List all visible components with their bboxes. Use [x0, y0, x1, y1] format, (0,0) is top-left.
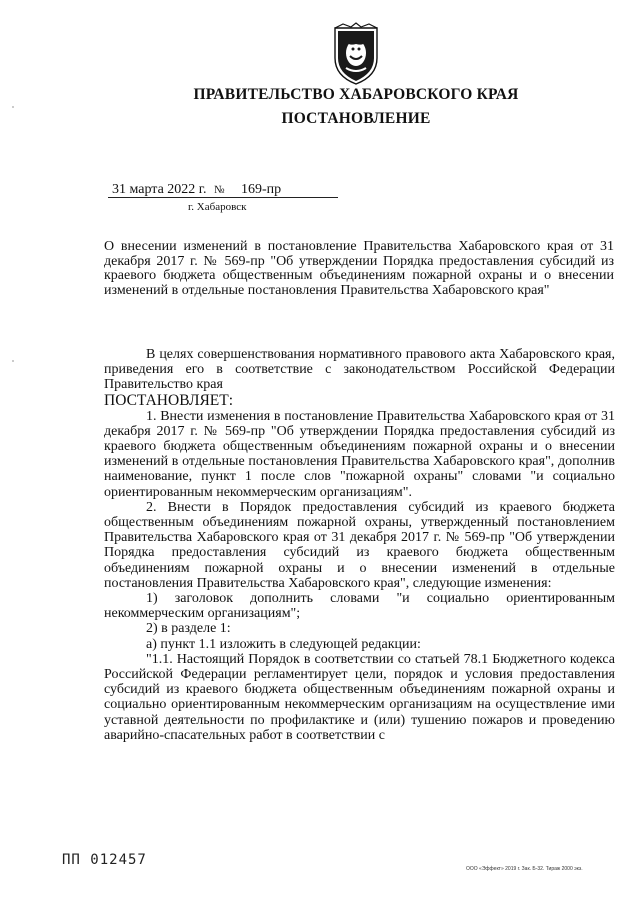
scan-speck	[12, 360, 14, 362]
paragraph-subitem-a: а) пункт 1.1 изложить в следующей редакции:	[146, 636, 421, 652]
document-subject: О внесении изменений в постановление Правительства Хабаровского края от 31 декабря 2017 г. № 569-пр "Об утверждении Порядка предоставления субсидий из краевого бюджета общественным объединениям пожарной охраны и о внесении изменений в отдельные постановления Правительства Хабаровского края"	[104, 239, 614, 298]
registration-number-label: №	[214, 184, 225, 196]
khabarovsk-coat-of-arms-icon	[331, 22, 381, 86]
registration-city: г. Хабаровск	[188, 201, 247, 213]
document-body	[104, 347, 615, 743]
printer-info: ООО «Эффект» 2019 г. Зак. Б-32. Тираж 2000 экз.	[466, 866, 583, 872]
paragraph-quoted-1-1: "1.1. Настоящий Порядок в соответствии со статьей 78.1 Бюджетного кодекса Российской Федерации регламентирует цели, порядок и условия предоставления субсидий из краевого бюджета общественным объединениям пожарной охраны и социально ориентированным некоммерческим организациям на осуществление ими уставной деятельности по профилактике и (или) тушению пожаров и проведению аварийно-спасательных работ в соответствии с	[104, 651, 615, 743]
organization-title: ПРАВИТЕЛЬСТВО ХАБАРОВСКОГО КРАЯ	[193, 86, 519, 103]
paragraph-subitem-1: 1) заголовок дополнить словами "и социально ориентированным некоммерческим организациям";	[104, 591, 615, 622]
registration-date: 31 марта 2022 г.	[112, 182, 207, 197]
preamble-paragraph: В целях совершенствования нормативного правового акта Хабаровского края, приведения его в соответствие с законодательством Российской Федерации Правительство края	[104, 347, 615, 393]
scan-speck	[12, 106, 14, 108]
registration-number: 169-пр	[241, 182, 282, 197]
registration-underline	[108, 197, 338, 198]
paragraph-subitem-2: 2) в разделе 1:	[146, 621, 231, 637]
resolves-heading: ПОСТАНОВЛЯЕТ:	[104, 391, 234, 409]
paragraph-item-2: 2. Внести в Порядок предоставления субсидий из краевого бюджета общественным объединениям пожарной охраны, утвержденный постановлением Правительства Хабаровского края от 31 декабря 2017 г. № 569-пр "Об утверждении Порядка предоставления субсидий из краевого бюджета общественным объединениям пожарной охраны и о внесении изменений в отдельные постановления Правительства Хабаровского края", следующие изменения:	[104, 499, 615, 591]
document-kind-title: ПОСТАНОВЛЕНИЕ	[281, 110, 431, 127]
paragraph-item-1: 1. Внести изменения в постановление Правительства Хабаровского края от 31 декабря 2017 г. № 569-пр "Об утверждении Порядка предоставления субсидий из краевого бюджета общественным объединениям пожарной охраны и о внесении изменений в отдельные постановления Правительства Хабаровского края", дополнив наименование, пункт 1 после слов "пожарной охраны" словами "и социально ориентированным некоммерческим организациям".	[104, 408, 615, 500]
stamp-number: ПП 012457	[62, 852, 147, 868]
registration-line	[108, 182, 338, 198]
